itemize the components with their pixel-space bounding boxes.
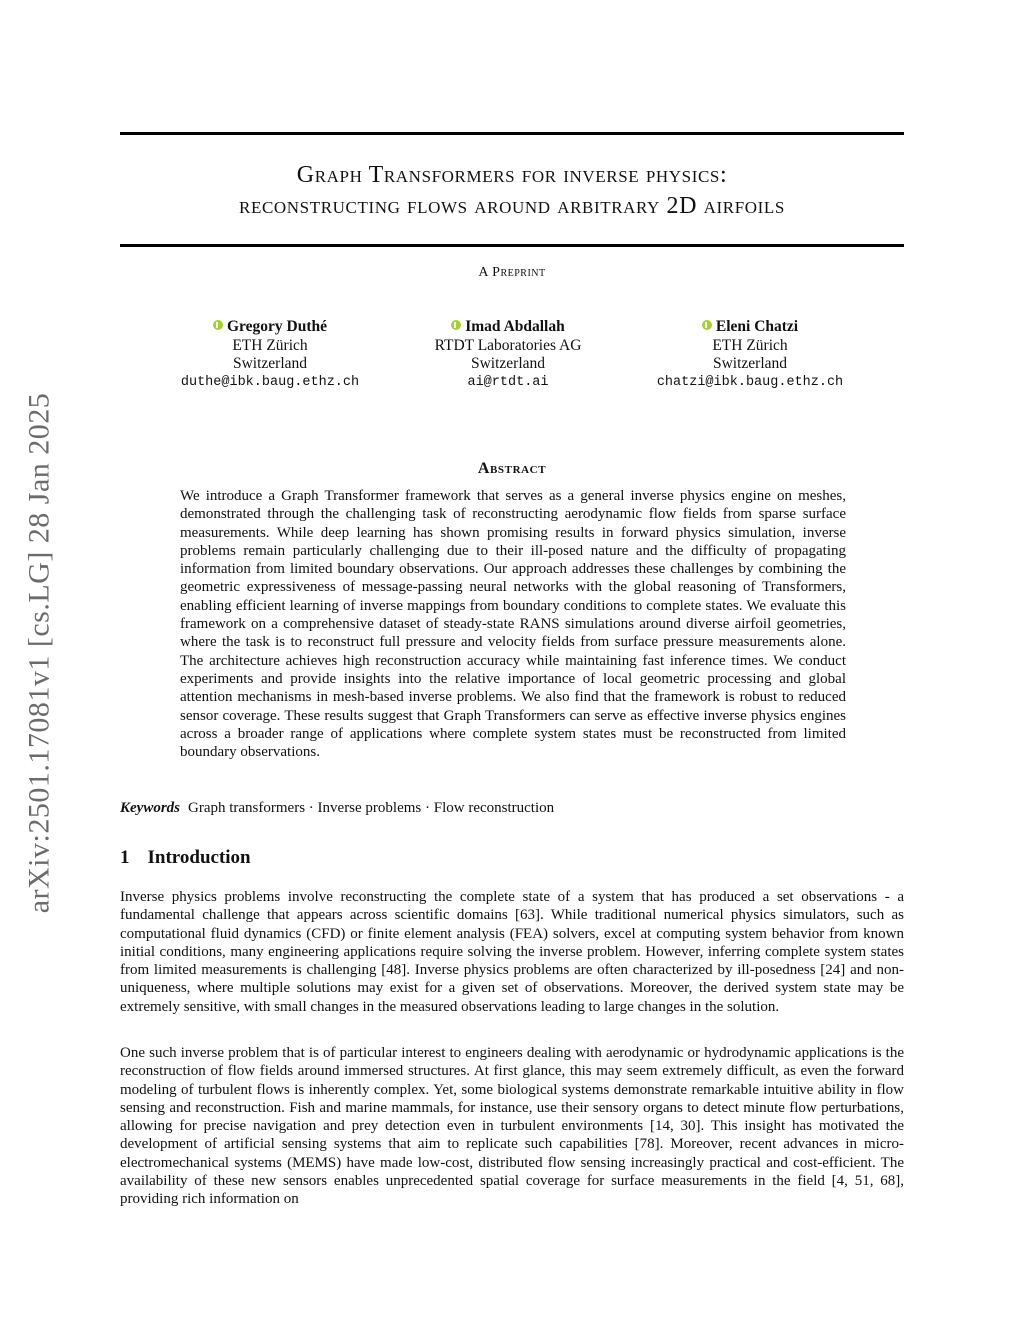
- section-number: 1: [120, 847, 130, 868]
- author-affiliation: RTDT Laboratories AG: [434, 336, 582, 354]
- author-block: [120, 318, 904, 398]
- author-name: Imad Abdallah: [465, 318, 565, 335]
- preprint-label: A Preprint: [478, 265, 546, 280]
- author-name: Gregory Duthé: [226, 318, 328, 335]
- title-bottom-rule: [120, 244, 904, 247]
- orcid-icon[interactable]: [702, 320, 712, 330]
- author-email[interactable]: ai@rtdt.ai: [467, 374, 549, 390]
- author-affiliation: ETH Zürich: [712, 336, 788, 354]
- abstract-heading: Abstract: [477, 460, 547, 477]
- keywords-text: Graph transformers · Inverse problems · Flow reconstruction: [188, 800, 555, 816]
- author-email[interactable]: chatzi@ibk.baug.ethz.ch: [656, 374, 844, 390]
- abstract-text: We introduce a Graph Transformer framework that serves as a general inverse physics engine on meshes, demonstrated through the challenging task of reconstructing aerodynamic flow fields from sparse surface measurements. While deep learning has shown promising results in forward physics simulation, inverse problems remain particularly challenging due to their ill-posed nature and the difficulty of propagating information from limited boundary observations. Our approach addresses these challenges by combining the geometric expressiveness of message-passing neural networks with the global reasoning of Transformers, enabling efficient learning of inverse mappings from boundary conditions to complete states. We evaluate this framework on a comprehensive dataset of steady-state RANS simulations around diverse airfoil geometries, where the task is to reconstruct full pressure and velocity fields from surface pressure measurements alone. The architecture achieves high reconstruction accuracy while maintaining fast inference times. We conduct experiments and provide insights into the relative importance of local geometric processing and global attention mechanisms in mesh-based inverse problems. We also find that the framework is robust to reduced sensor coverage. These results suggest that Graph Transformers can serve as effective inverse physics engines across a broader range of applications where complete system states must be reconstructed from limited boundary observations.: [180, 488, 846, 761]
- author-1: [150, 318, 390, 392]
- section-title: Introduction: [147, 847, 251, 868]
- arxiv-side-stamp: [8, 360, 70, 945]
- author-affiliation: ETH Zürich: [232, 336, 308, 354]
- author-country: Switzerland: [232, 355, 308, 372]
- author-2: [388, 318, 628, 392]
- author-country: Switzerland: [470, 355, 546, 372]
- title-top-rule: [120, 132, 904, 135]
- intro-paragraph-1: Inverse physics problems involve reconstructing the complete state of a system that has produced a set observations - a fundamental challenge that appears across scientific domains [63]. While traditional numerical physics simulators, such as computational fluid dynamics (CFD) or finite element analysis (FEA) solvers, excel at computing system behavior from known initial conditions, many engineering applications require solving the inverse problem. However, inferring complete system states from limited measurements is challenging [48]. Inverse physics problems are often characterized by ill-posedness [24] and non-uniqueness, where multiple solutions may exist for a given set of observations. Moreover, the derived system state may be extremely sensitive, with small changes in the measured observations leading to large changes in the solution.: [120, 889, 904, 1015]
- keywords-label: Keywords: [120, 800, 180, 816]
- author-country: Switzerland: [712, 355, 788, 372]
- section-heading-introduction: [120, 847, 251, 869]
- orcid-icon[interactable]: [451, 320, 461, 330]
- title-line-2: reconstructing flows around arbitrary 2D airfoils: [239, 193, 785, 219]
- keywords-line: [120, 800, 904, 817]
- orcid-icon[interactable]: [213, 320, 223, 330]
- author-3: [630, 318, 870, 392]
- paper-title: [120, 160, 904, 222]
- arxiv-id-text: arXiv:2501.17081v1 [cs.LG] 28 Jan 2025: [22, 392, 55, 913]
- author-email[interactable]: duthe@ibk.baug.ethz.ch: [180, 374, 360, 390]
- title-line-1: Graph Transformers for inverse physics:: [296, 162, 728, 188]
- author-name: Eleni Chatzi: [715, 318, 799, 335]
- intro-paragraph-2: One such inverse problem that is of particular interest to engineers dealing with aerodynamic or hydrodynamic applications is the reconstruction of flow fields around immersed structures. At first glance, this may seem extremely difficult, as even the forward modeling of turbulent flows is inherently complex. Yet, some biological systems demonstrate remarkable intuitive ability in flow sensing and reconstruction. Fish and marine mammals, for instance, use their sensory organs to detect minute flow perturbations, allowing for precise navigation and prey detection even in turbulent environments [14, 30]. This insight has motivated the development of artificial sensing systems that aim to replicate such capabilities [78]. Moreover, recent advances in micro-electromechanical systems (MEMS) have made low-cost, distributed flow sensing increasingly practical and cost-efficient. The availability of these new sensors enables unprecedented spatial coverage for surface measurements in the field [4, 51, 68], providing rich information on: [120, 1045, 904, 1208]
